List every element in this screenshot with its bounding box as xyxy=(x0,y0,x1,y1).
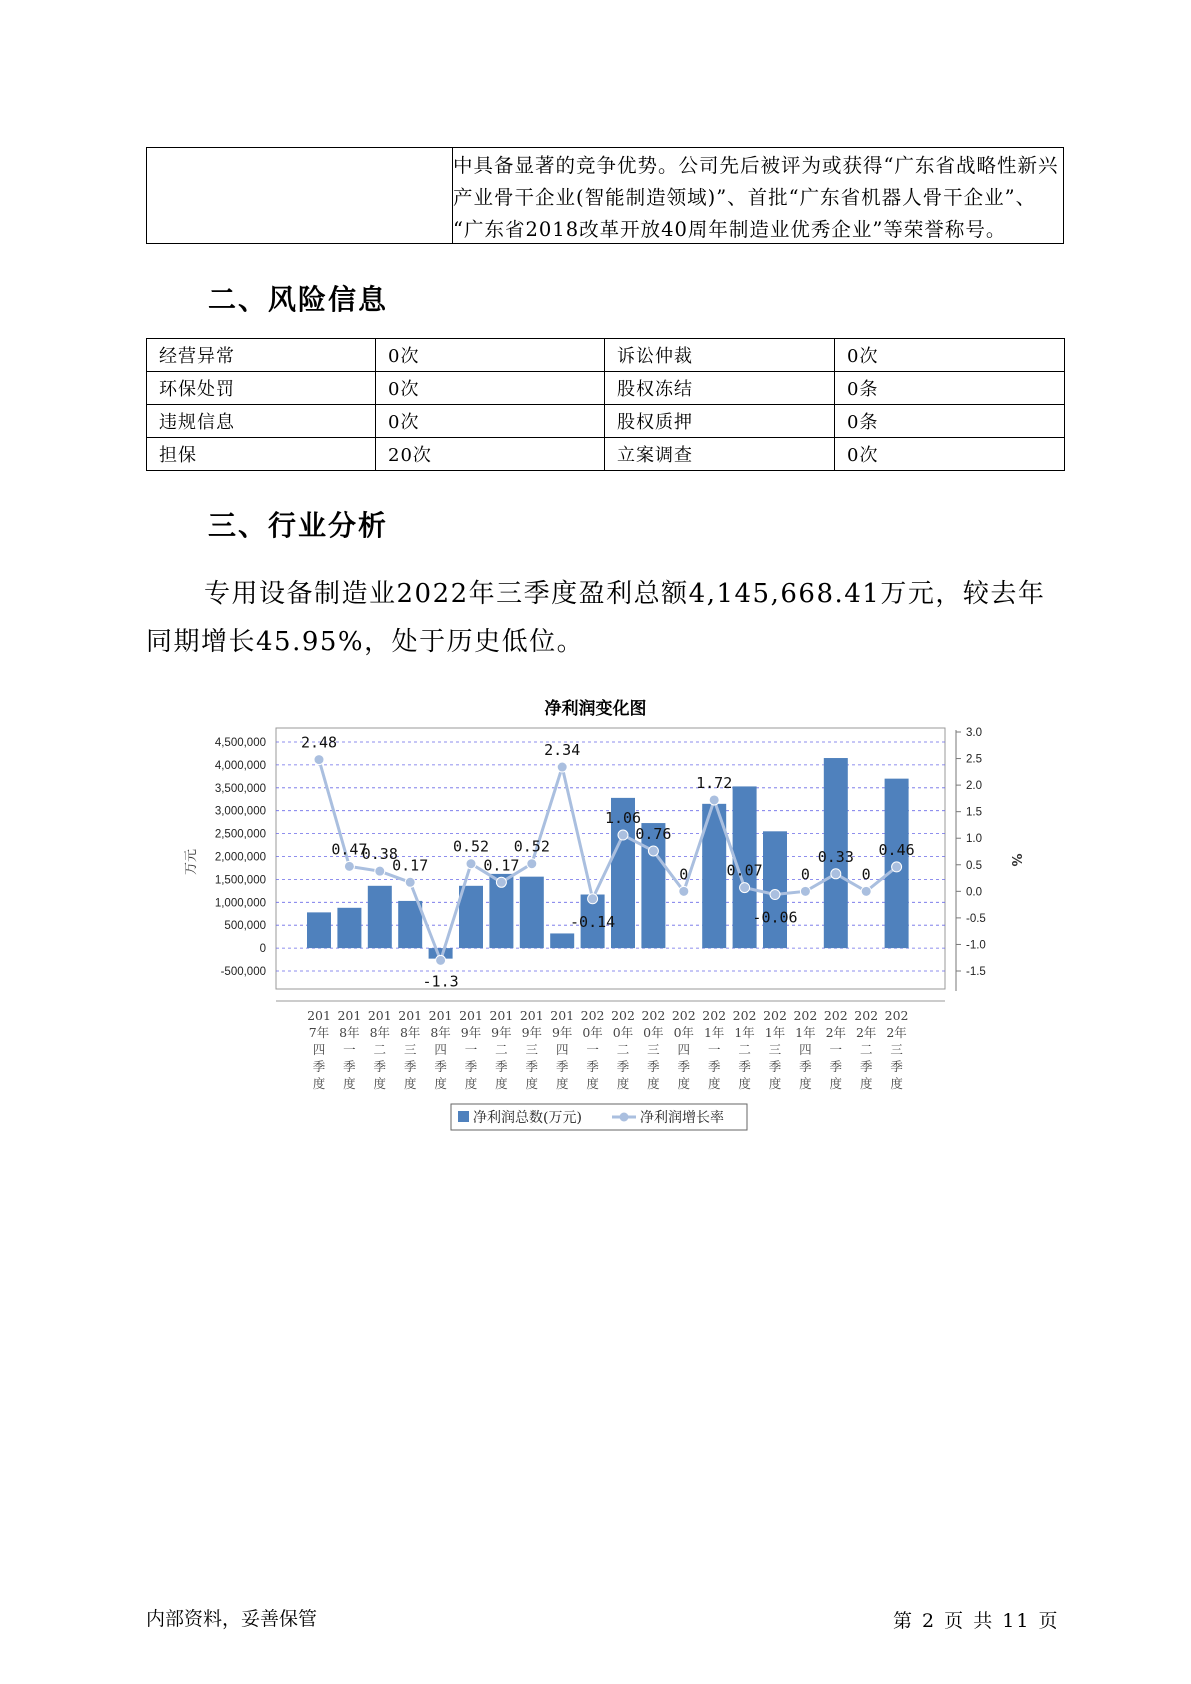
x-tick-label: 度 xyxy=(403,1076,417,1091)
x-tick-label: 三 xyxy=(647,1042,660,1057)
x-tick-label: 1年 xyxy=(764,1025,786,1040)
x-tick-label: 一 xyxy=(464,1042,478,1057)
x-tick-label: 7年 xyxy=(308,1025,330,1040)
y2-tick-label: 1.5 xyxy=(966,806,982,819)
x-tick-label: 201 xyxy=(428,1008,453,1023)
x-tick-label: 季 xyxy=(890,1059,903,1074)
x-tick-label: 0年 xyxy=(612,1025,634,1040)
x-tick-label: 度 xyxy=(707,1076,721,1091)
x-tick-label: 度 xyxy=(677,1076,691,1091)
x-tick-label: 202 xyxy=(611,1008,635,1023)
bar xyxy=(307,912,331,948)
x-tick-label: 9年 xyxy=(491,1025,512,1040)
x-tick-label: 一 xyxy=(829,1042,843,1057)
y-tick-label: -500,000 xyxy=(220,966,266,978)
x-tick-label: 9年 xyxy=(460,1025,482,1040)
x-tick-label: 度 xyxy=(738,1076,751,1091)
x-tick-label: 季 xyxy=(403,1059,417,1074)
risk-label: 股权质押 xyxy=(605,405,835,438)
x-tick-label: 季 xyxy=(555,1059,569,1074)
x-tick-label: 0年 xyxy=(643,1025,664,1040)
x-tick-label: 度 xyxy=(586,1076,599,1091)
y-tick-label: 2,000,000 xyxy=(214,851,266,864)
risk-label: 经营异常 xyxy=(147,339,376,372)
x-tick-label: 201 xyxy=(459,1008,483,1023)
x-tick-label: 二 xyxy=(859,1042,873,1057)
x-tick-label: 1年 xyxy=(795,1025,816,1040)
risk-label: 立案调查 xyxy=(605,438,835,471)
y2-tick-label: 3.0 xyxy=(966,727,982,739)
x-tick-label: 季 xyxy=(343,1059,356,1074)
x-tick-label: 度 xyxy=(343,1076,356,1091)
y2-tick-label: 0.0 xyxy=(966,886,982,899)
x-tick-label: 9年 xyxy=(521,1025,543,1040)
data-label: 0.46 xyxy=(878,840,915,859)
growth-point xyxy=(557,762,567,772)
x-tick-label: 度 xyxy=(373,1076,387,1091)
section-title-industry: 三、行业分析 xyxy=(208,509,389,542)
x-tick-label: 季 xyxy=(859,1059,873,1074)
x-tick-label: 201 xyxy=(550,1008,575,1023)
x-tick-label: 四 xyxy=(799,1042,812,1057)
data-label: 2.48 xyxy=(300,733,338,752)
data-label: 0.17 xyxy=(483,856,520,875)
x-tick-label: 度 xyxy=(312,1076,326,1091)
x-tick-label: 1年 xyxy=(734,1025,755,1040)
risk-value: 0次 xyxy=(835,339,1065,372)
risk-label: 担保 xyxy=(147,438,376,471)
growth-point xyxy=(892,862,902,872)
x-tick-label: 202 xyxy=(763,1008,787,1023)
x-tick-label: 度 xyxy=(859,1076,873,1091)
x-tick-label: 季 xyxy=(647,1059,660,1074)
risk-value: 0次 xyxy=(835,438,1065,471)
data-label: 0.38 xyxy=(361,845,398,864)
y-tick-label: 3,000,000 xyxy=(214,805,266,818)
x-tick-label: 201 xyxy=(398,1008,423,1023)
x-tick-label: 度 xyxy=(555,1076,569,1091)
growth-point xyxy=(831,869,841,879)
x-tick-label: 季 xyxy=(464,1059,478,1074)
data-label: 0 xyxy=(800,865,810,884)
data-label: 1.06 xyxy=(604,809,642,828)
x-tick-label: 二 xyxy=(616,1042,630,1057)
x-tick-label: 季 xyxy=(707,1059,721,1074)
legend-line-label: 净利润增长率 xyxy=(640,1110,724,1126)
legend-bar-label: 净利润总数(万元) xyxy=(473,1110,582,1126)
x-tick-label: 三 xyxy=(525,1042,539,1057)
x-tick-label: 季 xyxy=(495,1059,508,1074)
growth-point xyxy=(496,877,506,887)
x-tick-label: 9年 xyxy=(551,1025,573,1040)
industry-analysis-paragraph: 专用设备制造业2022年三季度盈利总额4,145,668.41万元，较去年同期增长45.95%，处于历史低位。 xyxy=(146,579,1046,657)
growth-point xyxy=(344,861,354,871)
growth-point xyxy=(709,795,719,805)
x-tick-label: 季 xyxy=(312,1059,326,1074)
section-title-risk: 二、风险信息 xyxy=(208,283,389,316)
x-tick-label: 四 xyxy=(555,1042,569,1057)
risk-label: 诉讼仲裁 xyxy=(605,339,835,372)
growth-point xyxy=(375,866,385,876)
x-tick-label: 季 xyxy=(829,1059,843,1074)
x-tick-label: 2年 xyxy=(825,1025,847,1040)
intro-line: “广东省2018改革开放40周年制造业优秀企业”等荣誉称号。 xyxy=(453,218,1007,241)
bar xyxy=(337,908,361,948)
legend-line-marker xyxy=(620,1113,629,1122)
data-label: 0.76 xyxy=(635,824,672,843)
x-tick-label: 季 xyxy=(525,1059,539,1074)
data-label: -1.3 xyxy=(422,972,459,991)
x-tick-label: 202 xyxy=(854,1008,879,1023)
chart-title: 净利润变化图 xyxy=(544,699,647,719)
x-tick-label: 季 xyxy=(768,1059,782,1074)
x-tick-label: 8年 xyxy=(399,1025,421,1040)
y-tick-label: 1,000,000 xyxy=(214,897,266,910)
growth-point xyxy=(405,877,415,887)
data-label: 0.52 xyxy=(513,837,550,856)
growth-point xyxy=(770,890,780,900)
data-label: 1.72 xyxy=(696,773,733,792)
x-tick-label: 201 xyxy=(337,1008,362,1023)
growth-point xyxy=(314,755,324,765)
x-tick-label: 202 xyxy=(823,1008,848,1023)
x-tick-label: 度 xyxy=(495,1076,508,1091)
y-axis-title: 万元 xyxy=(184,848,199,876)
x-tick-label: 度 xyxy=(525,1076,539,1091)
x-tick-label: 季 xyxy=(677,1059,691,1074)
footer-page-number: 第 2 页 共 11 页 xyxy=(893,1610,1060,1632)
legend-bar-swatch xyxy=(458,1111,469,1122)
growth-point xyxy=(588,894,598,904)
data-label: 0 xyxy=(861,865,871,884)
x-tick-label: 一 xyxy=(586,1042,599,1057)
x-tick-label: 202 xyxy=(702,1008,727,1023)
x-tick-label: 202 xyxy=(641,1008,666,1023)
x-tick-label: 度 xyxy=(829,1076,843,1091)
x-tick-label: 2年 xyxy=(886,1025,907,1040)
x-tick-label: 202 xyxy=(580,1008,605,1023)
x-tick-label: 四 xyxy=(434,1042,447,1057)
x-tick-label: 二 xyxy=(738,1042,751,1057)
y2-tick-label: 2.0 xyxy=(966,780,982,793)
x-tick-label: 度 xyxy=(434,1076,447,1091)
x-tick-label: 0年 xyxy=(673,1025,695,1040)
data-label: 0.33 xyxy=(817,847,854,866)
x-tick-label: 度 xyxy=(647,1076,660,1091)
data-label: 0.17 xyxy=(392,856,429,875)
risk-value: 0次 xyxy=(376,372,605,405)
x-tick-label: 四 xyxy=(312,1042,326,1057)
risk-value: 0条 xyxy=(835,405,1065,438)
x-tick-label: 201 xyxy=(307,1008,331,1023)
y-tick-label: 0 xyxy=(259,943,266,956)
growth-point xyxy=(466,859,476,869)
data-label: -0.14 xyxy=(570,912,616,931)
risk-label: 环保处罚 xyxy=(147,372,376,405)
x-tick-label: 季 xyxy=(586,1059,599,1074)
footer-confidential: 内部资料，妥善保管 xyxy=(146,1608,318,1630)
risk-value: 0条 xyxy=(835,372,1065,405)
risk-label: 违规信息 xyxy=(147,405,376,438)
bar xyxy=(520,877,544,948)
y-tick-label: 4,000,000 xyxy=(214,759,266,772)
x-tick-label: 季 xyxy=(799,1059,812,1074)
growth-point xyxy=(861,886,871,896)
x-tick-label: 一 xyxy=(343,1042,356,1057)
x-tick-label: 度 xyxy=(799,1076,812,1091)
growth-point xyxy=(740,883,750,893)
x-tick-label: 度 xyxy=(464,1076,478,1091)
risk-value: 20次 xyxy=(376,438,605,471)
x-tick-label: 201 xyxy=(489,1008,514,1023)
bar xyxy=(550,933,574,948)
risk-label: 股权冻结 xyxy=(605,372,835,405)
growth-point xyxy=(800,886,810,896)
data-label: 0 xyxy=(679,865,689,884)
x-tick-label: 度 xyxy=(616,1076,630,1091)
growth-point xyxy=(679,886,689,896)
x-tick-label: 0年 xyxy=(582,1025,603,1040)
y2-tick-label: 2.5 xyxy=(966,753,982,766)
x-tick-label: 2年 xyxy=(855,1025,877,1040)
x-tick-label: 度 xyxy=(768,1076,782,1091)
x-tick-label: 202 xyxy=(884,1008,909,1023)
x-tick-label: 202 xyxy=(671,1008,696,1023)
y2-tick-label: -1.0 xyxy=(966,939,986,952)
x-tick-label: 202 xyxy=(793,1008,818,1023)
x-tick-label: 四 xyxy=(677,1042,691,1057)
x-tick-label: 三 xyxy=(890,1042,903,1057)
x-tick-label: 8年 xyxy=(339,1025,360,1040)
y2-axis-title: % xyxy=(1008,853,1023,867)
growth-point xyxy=(436,955,446,965)
data-label: 2.34 xyxy=(544,741,581,760)
intro-line: 中具备显著的竞争优势。公司先后被评为或获得“广东省战略性新兴 xyxy=(453,154,1059,177)
x-tick-label: 度 xyxy=(890,1076,903,1091)
y-tick-label: 3,500,000 xyxy=(214,782,266,795)
x-tick-label: 一 xyxy=(707,1042,721,1057)
growth-point xyxy=(648,846,658,856)
y-tick-label: 1,500,000 xyxy=(214,874,266,887)
data-label: -0.06 xyxy=(752,908,798,927)
y2-tick-label: 0.5 xyxy=(966,859,982,872)
x-tick-label: 季 xyxy=(434,1059,447,1074)
bar xyxy=(368,886,392,948)
x-tick-label: 二 xyxy=(495,1042,508,1057)
x-tick-label: 三 xyxy=(403,1042,417,1057)
data-label: 0.47 xyxy=(331,840,368,859)
intro-line: 产业骨干企业(智能制造领域)”、首批“广东省机器人骨干企业”、 xyxy=(453,186,1037,209)
x-tick-label: 季 xyxy=(738,1059,751,1074)
growth-point xyxy=(527,859,537,869)
x-tick-label: 二 xyxy=(373,1042,387,1057)
data-label: 0.52 xyxy=(452,837,490,856)
x-tick-label: 201 xyxy=(367,1008,392,1023)
x-tick-label: 201 xyxy=(519,1008,544,1023)
y2-tick-label: -1.5 xyxy=(966,966,986,978)
x-tick-label: 8年 xyxy=(369,1025,391,1040)
y2-tick-label: -0.5 xyxy=(966,912,986,925)
growth-point xyxy=(618,830,628,840)
x-tick-label: 季 xyxy=(616,1059,630,1074)
x-tick-label: 三 xyxy=(768,1042,782,1057)
risk-value: 0次 xyxy=(376,405,605,438)
x-tick-label: 季 xyxy=(373,1059,387,1074)
y-tick-label: 4,500,000 xyxy=(214,737,266,749)
y2-tick-label: 1.0 xyxy=(966,833,982,846)
data-label: 0.07 xyxy=(726,861,763,880)
x-tick-label: 8年 xyxy=(430,1025,451,1040)
x-tick-label: 1年 xyxy=(703,1025,725,1040)
risk-value: 0次 xyxy=(376,339,605,372)
y-tick-label: 2,500,000 xyxy=(214,828,266,841)
x-tick-label: 202 xyxy=(732,1008,757,1023)
y-tick-label: 500,000 xyxy=(224,920,266,933)
